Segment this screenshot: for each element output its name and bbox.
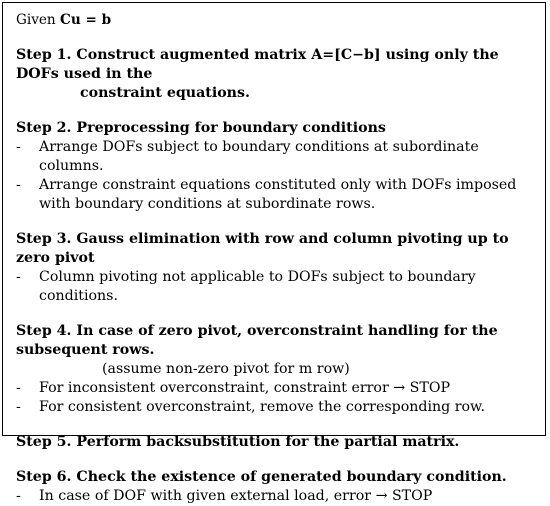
- step-4-note: (assume non-zero pivot for m row): [102, 361, 350, 377]
- step-1-title: [16, 46, 537, 103]
- step-4-item-1: For inconsistent overconstraint, constraint error → STOP: [39, 380, 451, 396]
- step-4-title: Step 4. In case of zero pivot, overconstraint handling for the subsequent rows.: [16, 323, 498, 358]
- list-item: - For inconsistent overconstraint, constraint error → STOP: [16, 379, 537, 398]
- algorithm-box: [2, 2, 546, 504]
- step-4-item-2: For consistent overconstraint, remove the corresponding row.: [39, 399, 486, 415]
- step-1-title-text: Step 1. Construct augmented matrix A=[C−b] using only the DOFs used in the: [16, 47, 499, 82]
- step-2-item-2: Arrange constraint equations constituted only with DOFs imposed with boundary conditions at subordinate rows.: [39, 177, 517, 212]
- list-item: - Arrange constraint equations constituted only with DOFs imposed with boundary conditions at subordinate rows.: [16, 176, 537, 214]
- step-1-title-continued: constraint equations.: [80, 85, 250, 101]
- list-item: - Column pivoting not applicable to DOFs subject to boundary conditions.: [16, 268, 537, 306]
- step-2-title: Step 2. Preprocessing for boundary conditions: [16, 120, 386, 136]
- step-6: [16, 468, 537, 506]
- step-6-item-1: In case of DOF with given external load, error → STOP: [39, 488, 433, 504]
- step-5: [16, 433, 537, 452]
- list-item: - Arrange DOFs subject to boundary conditions at subordinate columns.: [16, 138, 537, 176]
- step-3-title: Step 3. Gauss elimination with row and column pivoting up to zero pivot: [16, 231, 509, 266]
- list-item: - For consistent overconstraint, remove the corresponding row.: [16, 398, 537, 417]
- step-3: [16, 230, 537, 306]
- step-5-title: Step 5. Perform backsubstitution for the partial matrix.: [16, 434, 460, 450]
- step-2-item-1: Arrange DOFs subject to boundary conditions at subordinate columns.: [39, 139, 479, 174]
- given-equation: Cu = b: [60, 12, 112, 28]
- step-6-title: Step 6. Check the existence of generated boundary condition.: [16, 469, 507, 485]
- step-2: [16, 119, 537, 214]
- given-prefix: Given: [16, 12, 56, 28]
- given-line: [16, 11, 537, 30]
- step-4: [16, 322, 537, 417]
- step-1: [16, 46, 537, 103]
- step-3-item-1: Column pivoting not applicable to DOFs subject to boundary conditions.: [39, 269, 476, 304]
- list-item: - In case of DOF with given external load, error → STOP: [16, 487, 537, 506]
